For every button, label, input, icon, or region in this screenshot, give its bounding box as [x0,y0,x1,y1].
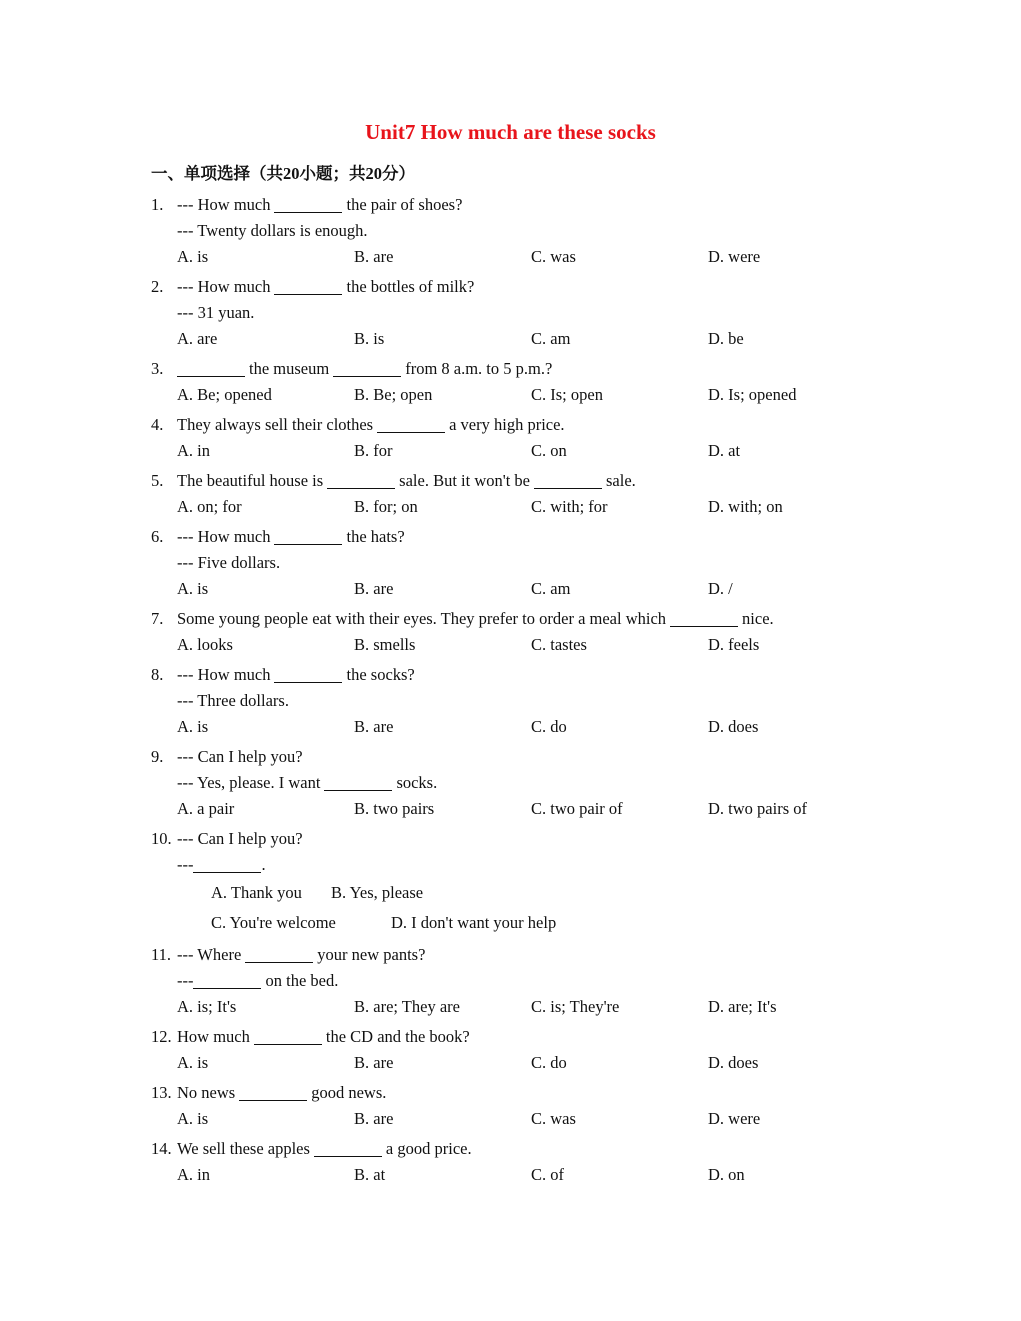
option-a: A. is [177,717,209,736]
question-number: 11. [151,945,172,964]
question-text: --- How much [177,195,271,214]
answer-blank [254,1027,322,1045]
option-c: C. do [531,717,567,736]
options-row [151,714,871,740]
question-list [151,192,871,1192]
option-d: D. Is; opened [708,385,797,404]
option-d: D. at [708,441,741,460]
question-text: We sell these apples [177,1139,310,1158]
question-number: 2. [151,277,164,296]
answer-blank [274,665,342,683]
option-a: A. Be; opened [177,385,272,404]
question-text: --- [177,855,194,874]
option-c: C. was [531,1109,576,1128]
options-row [151,632,871,658]
option-d: D. were [708,1109,761,1128]
question-text: --- How much [177,277,271,296]
option-a: A. is [177,1109,209,1128]
option-c: C. two pair of [531,799,623,818]
answer-blank [177,359,245,377]
answer-blank [377,415,445,433]
question-number: 6. [151,527,164,546]
question-number: 13. [151,1083,172,1102]
answer-blank [534,471,602,489]
option-a: A. on; for [177,497,242,516]
question-number: 10. [151,829,172,848]
option-a: A. is [177,1053,209,1072]
option-a: A. in [177,1165,210,1184]
option-b: B. Be; open [354,385,433,404]
options-row [151,576,871,602]
question-text: The beautiful house is [177,471,324,490]
question-text: --- [177,971,194,990]
question-14 [151,1136,871,1188]
option-d: D. does [708,1053,759,1072]
question-text: --- How much [177,527,271,546]
answer-blank [193,855,261,873]
options-row [151,438,871,464]
options-row [151,1050,871,1076]
answer-blank [327,471,395,489]
question-text: --- Yes, please. I want [177,773,321,792]
option-c: C. Is; open [531,385,603,404]
option-c: C. tastes [531,635,587,654]
option-b: B. for; on [354,497,418,516]
options-row [151,382,871,408]
option-b: B. are; They are [354,997,460,1016]
option-c: C. was [531,247,576,266]
options-row [151,326,871,352]
option-d: D. feels [708,635,760,654]
option-b: B. are [354,247,394,266]
option-c: C. with; for [531,497,608,516]
options-row [151,1106,871,1132]
options-row [151,796,871,822]
question-text: --- Can I help you? [177,829,303,848]
options-row [151,994,871,1020]
option-d: D. are; It's [708,997,777,1016]
question-text: . [261,855,266,874]
question-7 [151,606,871,658]
question-11 [151,942,871,1020]
question-3 [151,356,871,408]
question-text: the museum [249,359,330,378]
question-text: --- Twenty dollars is enough. [177,221,368,240]
option-b: B. are [354,579,394,598]
question-number: 7. [151,609,164,628]
option-b: B. are [354,1109,394,1128]
option-d: D. / [708,579,733,598]
question-4 [151,412,871,464]
option-d: D. with; on [708,497,783,516]
option-b: B. Yes, please [331,883,424,902]
answer-blank [670,609,738,627]
option-a: A. is [177,247,209,266]
option-b: B. are [354,1053,394,1072]
question-8 [151,662,871,740]
question-text: --- How much [177,665,271,684]
options-row [151,878,871,908]
question-text: good news. [311,1083,387,1102]
option-b: B. smells [354,635,416,654]
option-d: D. I don't want your help [391,913,557,932]
option-b: B. at [354,1165,386,1184]
question-text: No news [177,1083,236,1102]
answer-blank [314,1139,382,1157]
question-text: the pair of shoes? [346,195,463,214]
section-heading: 一、单项选择（共20小题；共20分） [151,164,415,183]
option-b: B. two pairs [354,799,435,818]
question-number: 3. [151,359,164,378]
option-c: C. am [531,579,571,598]
question-text: How much [177,1027,250,1046]
option-c: C. am [531,329,571,348]
question-text: the CD and the book? [325,1027,470,1046]
question-2 [151,274,871,352]
answer-blank [274,527,342,545]
question-text: from 8 a.m. to 5 p.m.? [405,359,553,378]
question-number: 9. [151,747,164,766]
question-text: the hats? [346,527,405,546]
answer-blank [333,359,401,377]
question-number: 12. [151,1027,172,1046]
question-text: the socks? [346,665,415,684]
page-title: Unit7 How much are these socks [365,120,656,144]
options-row [151,908,871,938]
option-a: A. Thank you [211,883,302,902]
option-a: A. is [177,579,209,598]
question-text: --- 31 yuan. [177,303,255,322]
question-10 [151,826,871,938]
question-1 [151,192,871,270]
option-a: A. a pair [177,799,235,818]
question-text: nice. [742,609,774,628]
question-text: your new pants? [317,945,426,964]
question-13 [151,1080,871,1132]
option-d: D. be [708,329,744,348]
option-a: A. are [177,329,218,348]
question-text: They always sell their clothes [177,415,374,434]
answer-blank [193,971,261,989]
question-6 [151,524,871,602]
question-text: Some young people eat with their eyes. They prefer to order a meal which [177,609,667,628]
answer-blank [274,277,342,295]
question-5 [151,468,871,520]
question-text: --- Can I help you? [177,747,303,766]
question-number: 4. [151,415,164,434]
option-d: D. were [708,247,761,266]
option-a: A. looks [177,635,233,654]
options-row [151,1162,871,1188]
question-12 [151,1024,871,1076]
option-a: A. in [177,441,210,460]
answer-blank [274,195,342,213]
option-b: B. are [354,717,394,736]
answer-blank [245,945,313,963]
question-text: a very high price. [449,415,565,434]
question-text: socks. [396,773,438,792]
option-c: C. of [531,1165,564,1184]
question-number: 1. [151,195,164,214]
option-d: D. two pairs of [708,799,807,818]
question-text: a good price. [385,1139,472,1158]
question-number: 5. [151,471,164,490]
option-c: C. is; They're [531,997,620,1016]
option-c: C. on [531,441,567,460]
answer-blank [239,1083,307,1101]
option-c: C. You're welcome [211,913,336,932]
question-text: --- Three dollars. [177,691,289,710]
option-b: B. for [354,441,393,460]
option-c: C. do [531,1053,567,1072]
question-text: --- Where [177,945,242,964]
question-text: sale. [606,471,636,490]
question-text: the bottles of milk? [346,277,475,296]
question-text: --- Five dollars. [177,553,281,572]
question-9 [151,744,871,822]
option-b: B. is [354,329,385,348]
answer-blank [324,773,392,791]
option-d: D. on [708,1165,745,1184]
option-d: D. does [708,717,759,736]
option-a: A. is; It's [177,997,237,1016]
question-number: 14. [151,1139,172,1158]
question-text: sale. But it won't be [399,471,531,490]
options-row [151,494,871,520]
question-number: 8. [151,665,164,684]
options-row [151,244,871,270]
question-text: on the bed. [265,971,339,990]
